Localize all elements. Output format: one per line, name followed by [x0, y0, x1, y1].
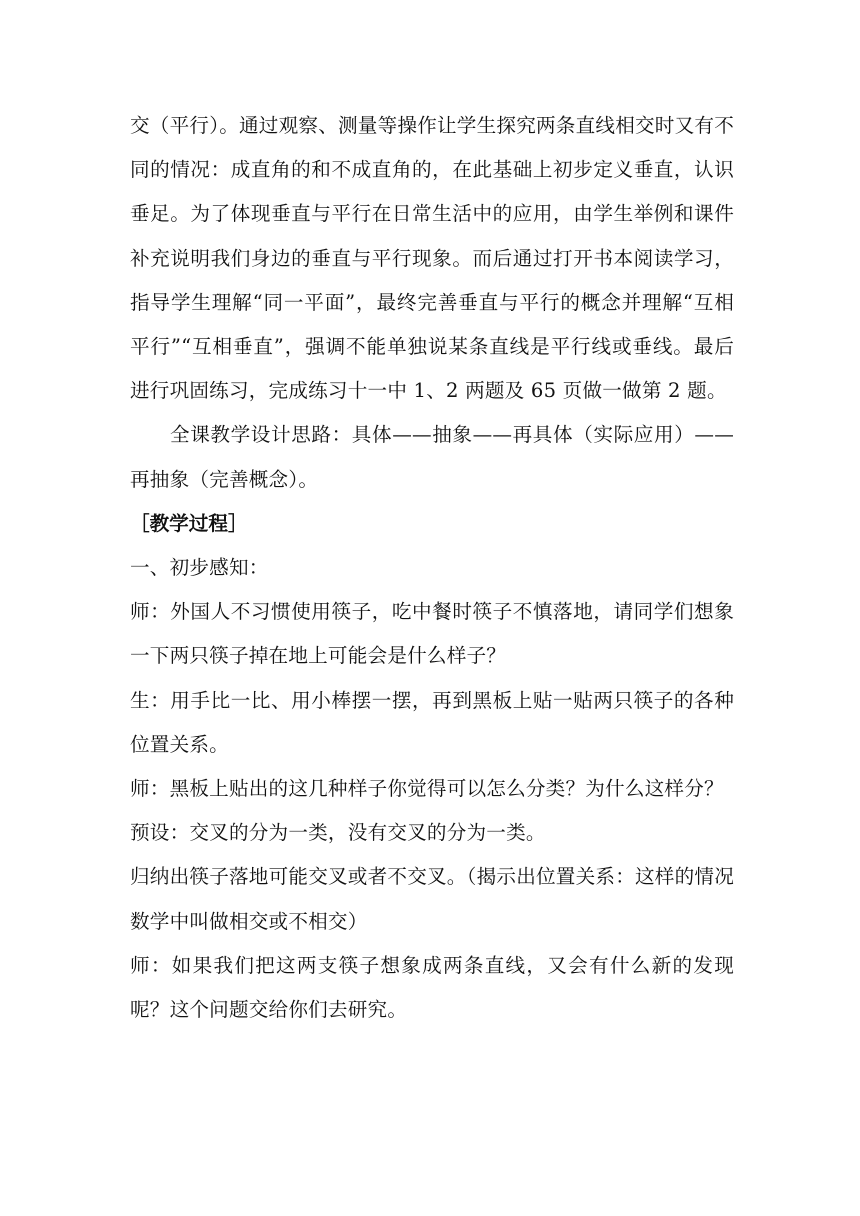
dialogue-line: 师：黑板上贴出的这几种样子你觉得可以怎么分类？为什么这样分？ — [130, 777, 724, 801]
dialogue-line: 归纳出筷子落地可能交叉或者不交叉。（揭示出位置关系：这样的情况数学中叫做相交或不相交） — [130, 865, 734, 933]
paragraph-design-summary: 交（平行）。通过观察、测量等操作让学生探究两条直线相交时又有不同的情况：成直角的和不成直角的，在此基础上初步定义垂直，认识垂足。为了体现垂直与平行在日常生活中的应用，由学生举例和课件补充说明我们身边的垂直与平行现象。而后通过打开书本阅读学习，指导学生理解“同一平面”，最终完善垂直与平行的概念并理解“互相平行”“互相垂直”，强调不能单独说某条直线是平行线或垂线。最后进行巩固练习，完成练习十一中 1、2 两题及 65 页做一做第 2 题。 — [130, 114, 734, 403]
subsection-heading-initial-perception: 一、初步感知： — [130, 556, 269, 580]
document-page — [130, 104, 734, 1032]
section-heading-teaching-process: ［教学过程］ — [130, 511, 248, 535]
dialogue-line: 师：如果我们把这两支筷子想象成两条直线，又会有什么新的发现呢？这个问题交给你们去研究。 — [130, 953, 734, 1022]
dialogue-line: 师：外国人不习惯使用筷子，吃中餐时筷子不慎落地，请同学们想象一下两只筷子掉在地上可能会是什么样子？ — [130, 600, 734, 668]
dialogue-line: 预设：交叉的分为一类，没有交叉的分为一类。 — [130, 821, 546, 845]
paragraph-design-idea: 全课教学设计思路：具体——抽象——再具体（实际应用）——再抽象（完善概念）。 — [130, 423, 734, 491]
dialogue-line: 生：用手比一比、用小棒摆一摆，再到黑板上贴一贴两只筷子的各种位置关系。 — [130, 688, 734, 756]
